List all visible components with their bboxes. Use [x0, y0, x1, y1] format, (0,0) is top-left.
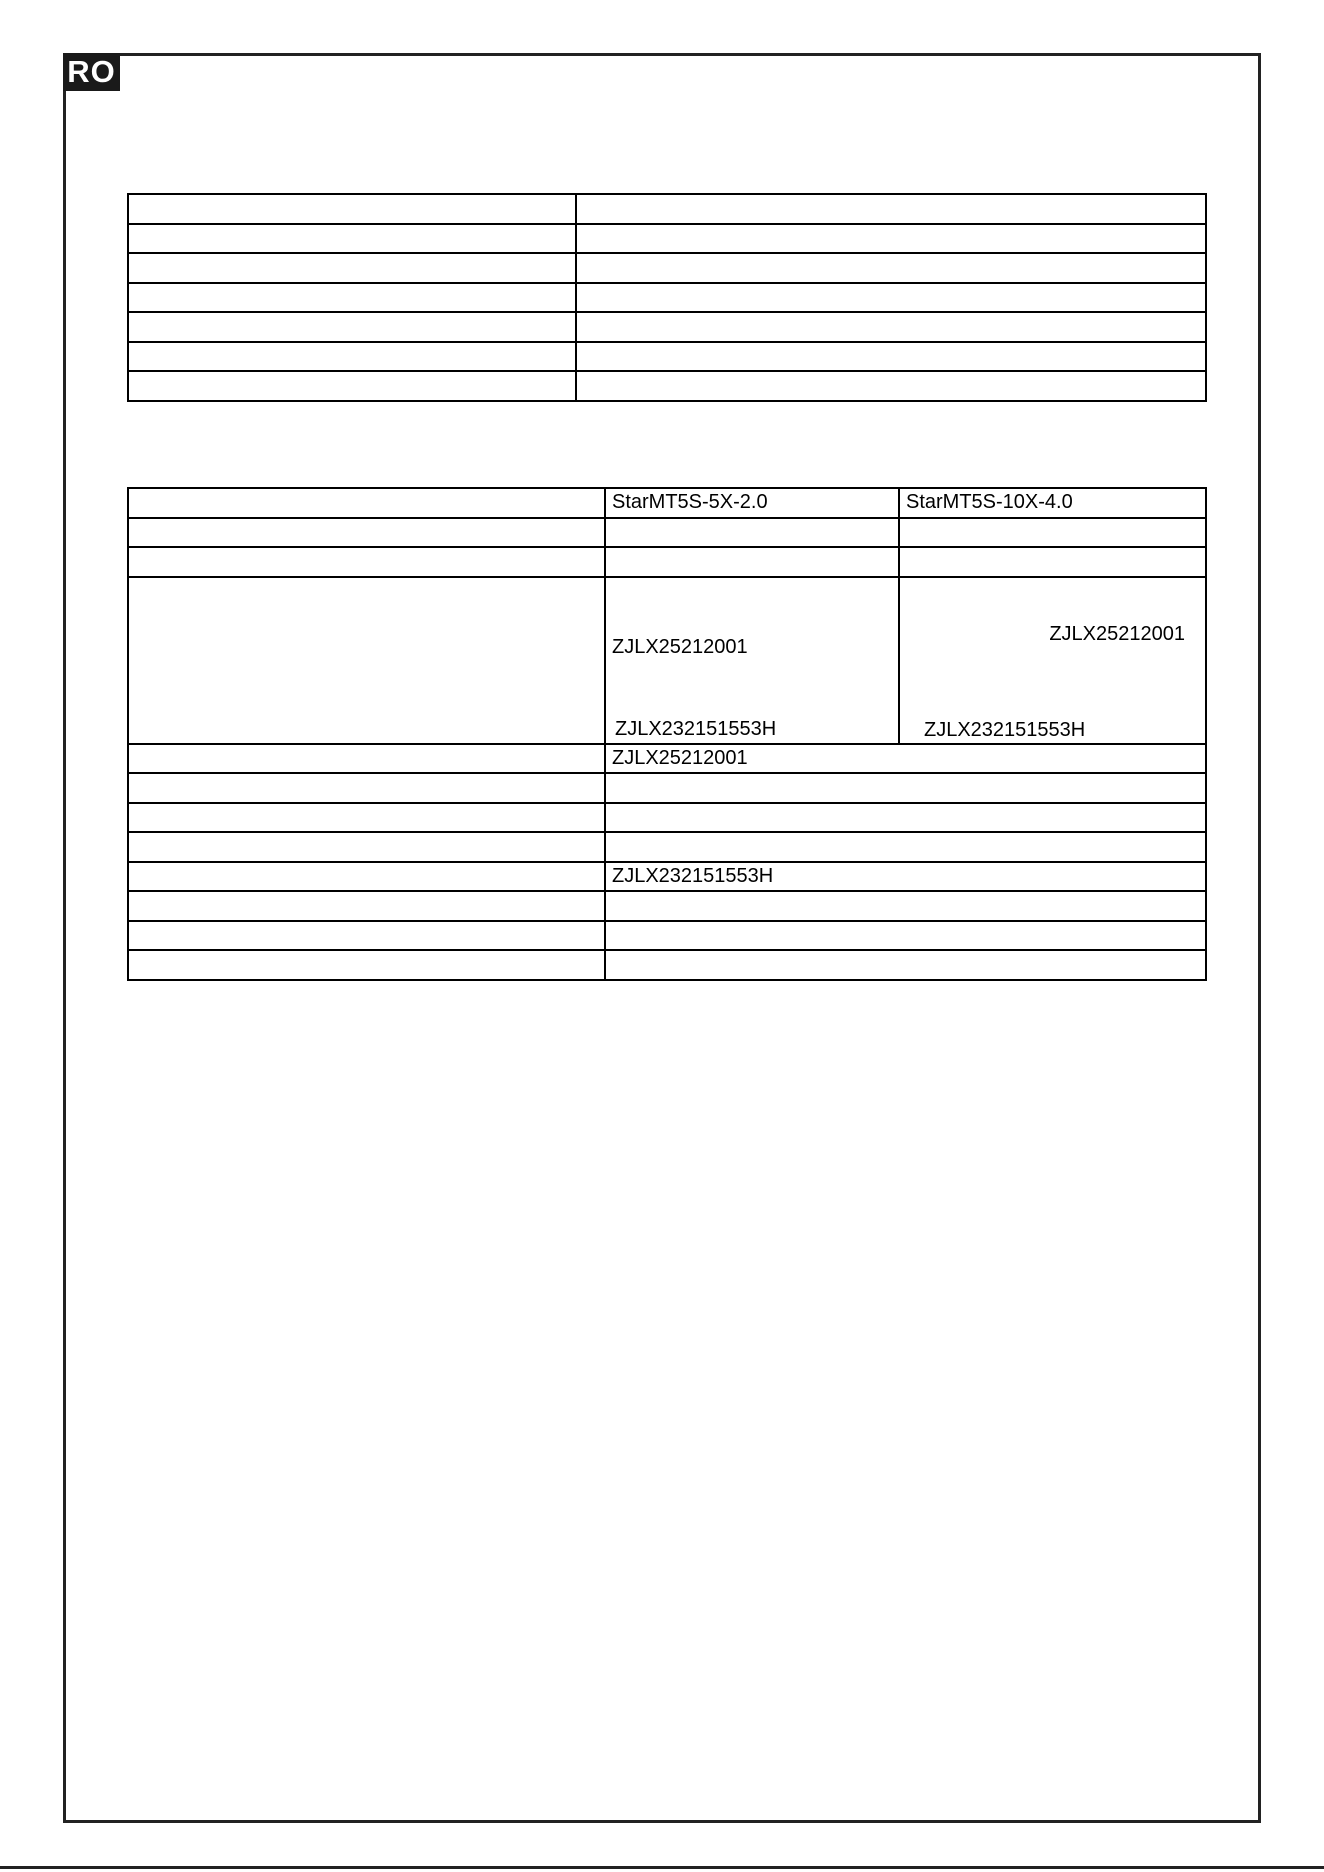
model-10x-header: StarMT5S-10X-4.0 — [899, 488, 1206, 518]
table-row — [128, 547, 1206, 577]
table-cell — [128, 773, 605, 803]
table-cell — [576, 312, 1206, 342]
table-row — [128, 283, 1206, 313]
table-cell — [128, 518, 605, 548]
table-cell — [128, 862, 605, 892]
table-cell — [128, 312, 576, 342]
spec-table-2 — [127, 487, 1207, 981]
table-cell — [128, 253, 576, 283]
table-row-tall — [128, 577, 1206, 744]
table-cell — [605, 891, 1206, 921]
part-number-top-10x: ZJLX25212001 — [1049, 622, 1185, 645]
table-cell — [605, 518, 899, 548]
table-row — [128, 194, 1206, 224]
table-header-row — [128, 488, 1206, 518]
table-cell — [128, 371, 576, 401]
table-cell — [605, 803, 1206, 833]
table-cell — [128, 950, 605, 980]
table-cell — [128, 342, 576, 372]
merged-part-number-1: ZJLX25212001 — [605, 744, 1206, 774]
table-row — [128, 921, 1206, 951]
model-5x-header: StarMT5S-5X-2.0 — [605, 488, 899, 518]
table-row — [128, 832, 1206, 862]
table-row — [128, 744, 1206, 774]
table-cell — [128, 194, 576, 224]
table-row — [128, 342, 1206, 372]
table-cell — [605, 577, 899, 744]
table-cell — [605, 773, 1206, 803]
table-cell — [576, 342, 1206, 372]
table-cell — [576, 283, 1206, 313]
part-number-top-5x: ZJLX25212001 — [612, 635, 748, 658]
table-cell — [128, 283, 576, 313]
table-cell — [576, 253, 1206, 283]
table-cell — [128, 744, 605, 774]
table-cell — [128, 547, 605, 577]
table-row — [128, 312, 1206, 342]
table-row — [128, 862, 1206, 892]
table-cell — [899, 518, 1206, 548]
table-row — [128, 371, 1206, 401]
table-row — [128, 224, 1206, 254]
table-row — [128, 518, 1206, 548]
table-cell — [576, 194, 1206, 224]
table-cell — [899, 577, 1206, 744]
table-cell — [128, 224, 576, 254]
table-cell — [576, 224, 1206, 254]
language-badge: RO — [63, 53, 120, 91]
table-cell — [605, 950, 1206, 980]
table-cell — [605, 921, 1206, 951]
table-row — [128, 773, 1206, 803]
spec-table-1 — [127, 193, 1207, 402]
table-cell — [605, 547, 899, 577]
table-cell — [128, 577, 605, 744]
part-number-bottom-5x: ZJLX232151553H — [615, 717, 777, 740]
table-cell — [576, 371, 1206, 401]
table-row — [128, 253, 1206, 283]
table-cell — [128, 803, 605, 833]
table-cell — [128, 832, 605, 862]
table-row — [128, 803, 1206, 833]
table-row — [128, 891, 1206, 921]
table-cell — [128, 891, 605, 921]
part-number-bottom-10x: ZJLX232151553H — [924, 718, 1086, 741]
table-cell — [128, 488, 605, 518]
table-row — [128, 950, 1206, 980]
page-bottom-edge — [0, 1866, 1324, 1869]
merged-part-number-2: ZJLX232151553H — [605, 862, 1206, 892]
table-cell — [899, 547, 1206, 577]
table-cell — [605, 832, 1206, 862]
table-cell — [128, 921, 605, 951]
